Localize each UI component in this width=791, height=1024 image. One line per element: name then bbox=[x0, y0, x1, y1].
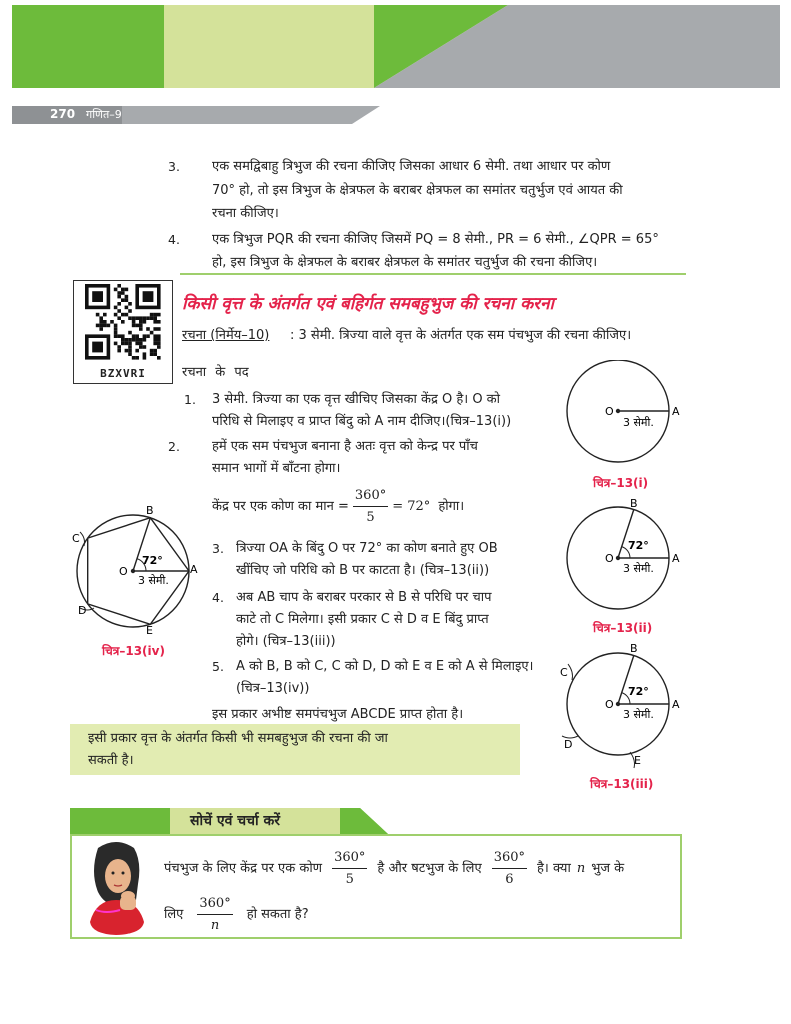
step-line: परिधि से मिलाइए व प्राप्त बिंदु को A नाम दीजिए।(चित्र–13(i)) bbox=[212, 414, 512, 429]
formula-numerator: 360° bbox=[353, 485, 388, 507]
qr-pattern bbox=[74, 281, 172, 363]
discuss-header bbox=[70, 808, 390, 834]
step-number: 5. bbox=[212, 659, 224, 674]
point-A: A bbox=[190, 563, 198, 576]
angle-label: 72° bbox=[628, 539, 649, 552]
question-line: हो, इस त्रिभुज के क्षेत्रफल के बराबर क्षेत्रफल के समांतर चतुर्भुज की रचना कीजिए। bbox=[212, 255, 598, 270]
note-box bbox=[70, 724, 520, 775]
top-banner bbox=[12, 0, 780, 88]
step-line: (चित्र–13(iv)) bbox=[236, 681, 310, 696]
question-line: 70° हो, तो इस त्रिभुज के क्षेत्रफल के बराबर क्षेत्रफल का समांतर चतुर्भुज एवं आयत की bbox=[212, 183, 623, 198]
figure-caption: चित्र–13(ii) bbox=[593, 621, 653, 635]
fraction-numerator: 360° bbox=[197, 893, 232, 915]
step-number: 2. bbox=[168, 439, 180, 454]
conclusion: इस प्रकार अभीष्ट समपंचभुज ABCDE प्राप्त होता है। bbox=[212, 707, 464, 722]
step-line: 3 सेमी. त्रिज्या का एक वृत्त खीचिए जिसका केंद्र O है। O को bbox=[212, 392, 501, 407]
construction-text: : 3 सेमी. त्रिज्या वाले वृत्त के अंतर्गत एक सम पंचभुज की रचना कीजिए। bbox=[290, 328, 632, 343]
point-C: C bbox=[560, 666, 568, 679]
step-line: त्रिज्या OA के बिंदु O पर 72° का कोण बनाते हुए OB bbox=[236, 541, 498, 556]
fraction-numerator: 360° bbox=[492, 847, 527, 869]
page-header bbox=[12, 106, 380, 124]
fraction-denominator: 5 bbox=[345, 871, 354, 887]
figure-caption: चित्र–13(iv) bbox=[102, 644, 165, 658]
point-C: C bbox=[72, 532, 80, 545]
step-line: हमें एक सम पंचभुज बनाना है अतः वृत्त को केन्द्र पर पाँच bbox=[212, 439, 478, 454]
point-B: B bbox=[630, 498, 638, 510]
point-D: D bbox=[78, 604, 87, 617]
figure-caption: चित्र–13(i) bbox=[593, 476, 649, 490]
divider-line bbox=[180, 273, 686, 275]
step-number: 4. bbox=[212, 590, 224, 605]
angle-label: 72° bbox=[142, 554, 163, 567]
construction-label: रचना (निर्मेय–10) bbox=[182, 328, 270, 343]
figure-13-i bbox=[556, 360, 690, 472]
steps-heading: रचना के पद bbox=[182, 365, 249, 380]
figure-13-ii bbox=[556, 498, 690, 616]
discuss-text: भुज के bbox=[591, 860, 625, 876]
discuss-heading: सोचें एवं चर्चा करें bbox=[190, 813, 281, 829]
banner-graphic bbox=[12, 0, 780, 88]
discuss-text: है। क्या bbox=[537, 860, 571, 876]
discuss-line-2 bbox=[164, 892, 309, 936]
question-number: 3. bbox=[168, 159, 180, 174]
point-O: O bbox=[605, 552, 614, 565]
point-O: O bbox=[605, 698, 614, 711]
point-D: D bbox=[564, 738, 573, 751]
point-E: E bbox=[146, 624, 153, 637]
discuss-text: पंचभुज के लिए केंद्र पर एक कोण bbox=[164, 860, 323, 876]
book-title: गणित–9 bbox=[86, 108, 122, 121]
step-line: खींचिए जो परिधि को B पर काटता है। (चित्र–13(ii)) bbox=[236, 563, 490, 578]
radius-label: 3 सेमी. bbox=[623, 562, 654, 575]
step-number: 3. bbox=[212, 541, 224, 556]
figure-13-iii bbox=[556, 640, 690, 772]
formula-prefix: केंद्र पर एक कोण का मान = bbox=[212, 498, 349, 514]
formula-result: = 72° bbox=[392, 498, 431, 514]
discuss-box bbox=[70, 834, 682, 939]
point-A: A bbox=[672, 552, 680, 565]
page-number: 270 bbox=[50, 107, 76, 121]
fraction-n-gon bbox=[197, 893, 232, 936]
formula-denominator: 5 bbox=[366, 509, 375, 525]
point-O: O bbox=[605, 405, 614, 418]
discuss-line-1 bbox=[164, 846, 624, 890]
discuss-text: हो सकता है? bbox=[246, 906, 309, 922]
fraction-numerator: 360° bbox=[332, 847, 367, 869]
point-B: B bbox=[630, 642, 638, 655]
point-E: E bbox=[634, 754, 641, 767]
question-line: एक त्रिभुज PQR की रचना कीजिए जिसमें PQ = 8 सेमी., PR = 6 सेमी., ∠QPR = 65° bbox=[212, 232, 659, 247]
point-A: A bbox=[672, 405, 680, 418]
qr-label: BZXVRI bbox=[100, 367, 146, 380]
note-line: इसी प्रकार वृत्त के अंतर्गत किसी भी समबहुभुज की रचना की जा bbox=[88, 731, 388, 746]
figure-13-iv bbox=[66, 500, 200, 640]
radius-label: 3 सेमी. bbox=[138, 574, 169, 587]
point-B: B bbox=[146, 504, 154, 517]
step-line: होगे। (चित्र–13(iii)) bbox=[236, 634, 336, 649]
question-number: 4. bbox=[168, 232, 180, 247]
step-number: 1. bbox=[184, 392, 196, 407]
qr-code bbox=[73, 280, 173, 384]
note-line: सकती है। bbox=[88, 753, 134, 768]
radius-label: 3 सेमी. bbox=[623, 416, 654, 429]
question-line: एक समद्विबाहु त्रिभुज की रचना कीजिए जिसका आधार 6 सेमी. तथा आधार पर कोण bbox=[212, 159, 611, 174]
figure-caption: चित्र–13(iii) bbox=[590, 777, 654, 791]
step-line: अब AB चाप के बराबर परकार से B से परिधि पर चाप bbox=[236, 590, 492, 605]
formula-fraction bbox=[353, 485, 388, 528]
fraction-pentagon bbox=[332, 847, 367, 890]
radius-label: 3 सेमी. bbox=[623, 708, 654, 721]
section-title: किसी वृत्त के अंतर्गत एवं बहिर्गत समबहुभुज की रचना करना bbox=[182, 294, 554, 314]
fraction-denominator: 6 bbox=[505, 871, 514, 887]
fraction-hexagon bbox=[492, 847, 527, 890]
question-line: रचना कीजिए। bbox=[212, 206, 279, 221]
point-O: O bbox=[119, 565, 128, 578]
angle-label: 72° bbox=[628, 685, 649, 698]
point-A: A bbox=[672, 698, 680, 711]
fraction-denominator: n bbox=[210, 917, 220, 933]
formula-suffix: होगा। bbox=[438, 498, 465, 514]
step-line: काटे तो C मिलेगा। इसी प्रकार C से D व E बिंदु प्राप्त bbox=[236, 612, 489, 627]
variable-n: n bbox=[576, 860, 586, 876]
discuss-text: है और षटभुज के लिए bbox=[377, 860, 482, 876]
discuss-text: लिए bbox=[164, 906, 184, 922]
angle-formula bbox=[212, 484, 464, 528]
thinking-girl-icon bbox=[76, 838, 156, 938]
step-line: समान भागों में बाँटना होगा। bbox=[212, 461, 341, 476]
step-line: A को B, B को C, C को D, D को E व E को A से मिलाइए। bbox=[236, 659, 534, 674]
